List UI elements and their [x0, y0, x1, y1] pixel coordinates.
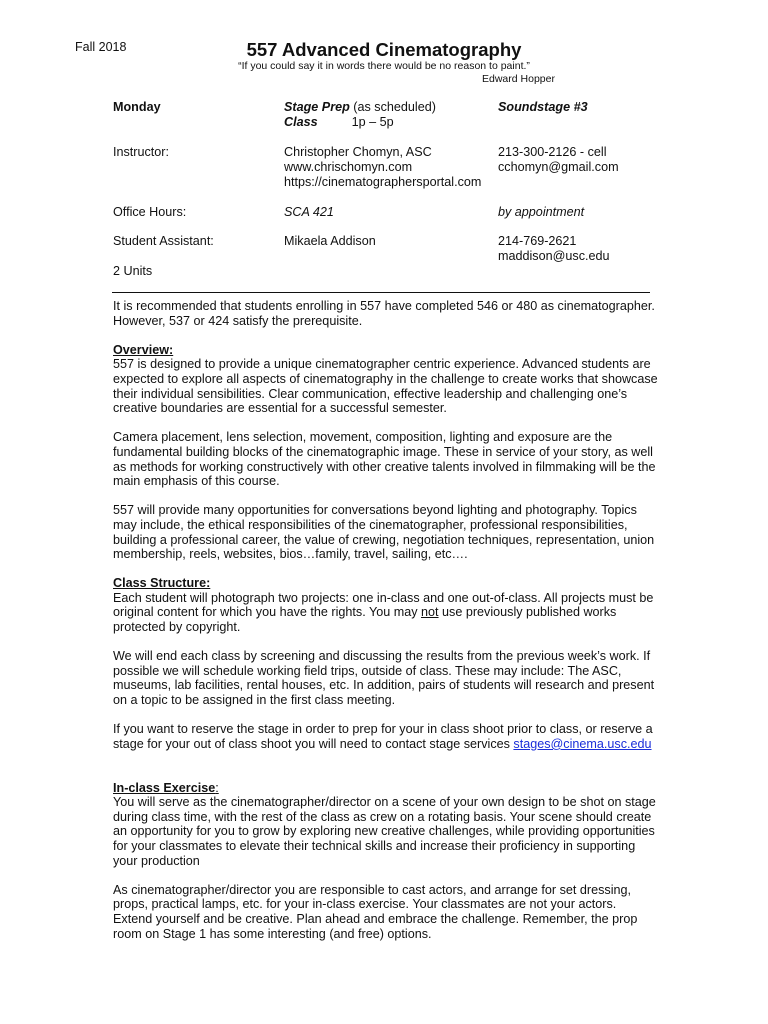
in-class-exercise-heading-text: In-class Exercise — [113, 780, 216, 795]
section-divider — [112, 292, 650, 293]
structure-p1-not: not — [421, 605, 439, 620]
instructor-site-2[interactable]: https://cinematographersportal.com — [284, 175, 482, 189]
structure-p1-start: Each student will photograph two projects: one in-class and one out-of-class. All projects must be original content for which you have the rights. You may — [113, 590, 654, 620]
overview-paragraph-3: 557 will provide many opportunities for conversations beyond lighting and photography. Topics may include, the ethical responsibilities of the cinematographer, professional responsibilities, building a professional career, the value of crewing, negotiation techniques, representation, union membership, reels, websites, bios…family, travel, sailing, etc…. — [113, 503, 655, 562]
in-class-exercise-heading — [113, 781, 658, 796]
class-time: 1p – 5p — [351, 115, 394, 129]
overview-heading: Overview: — [113, 342, 174, 357]
office-hours-label: Office Hours: — [113, 205, 187, 219]
overview-paragraph-1: 557 is designed to provide a unique cinematographer centric experience. Advanced students are expected to explore all aspects of cinematography in the challenge to create works that showcase their individual sensibilities. Clear communication, effective leadership and challenging one’s creative boundaries are essential for a successful semester. — [113, 357, 658, 416]
instructor-name: Christopher Chomyn, ASC — [284, 145, 432, 159]
day-label: Monday — [113, 100, 161, 114]
class-label: Class — [284, 115, 318, 129]
stage-prep — [284, 100, 436, 115]
epigraph-quote: “If you could say it in words there would be no reason to paint.” — [238, 60, 530, 72]
stage-prep-label: Stage Prep — [284, 100, 350, 114]
assistant-phone: 214-769-2621 — [498, 234, 577, 248]
instructor-email[interactable]: cchomyn@gmail.com — [498, 160, 619, 174]
office-availability: by appointment — [498, 205, 585, 219]
heading-colon: : — [215, 780, 219, 795]
structure-paragraph-3 — [113, 722, 658, 751]
overview-paragraph-2: Camera placement, lens selection, movement, composition, lighting and exposure are the fundamental building blocks of the cinematographic image. These in service of your story, as well as methods for working constructively with other creative talents involved in filmmaking will be the main emphasis of this course. — [113, 430, 656, 489]
term-label: Fall 2018 — [75, 40, 127, 54]
units-label: 2 Units — [113, 264, 153, 278]
exercise-paragraph-2: As cinematographer/director you are responsible to cast actors, and arrange for set dressing, props, practical lamps, etc. for your in-class exercise. Your classmates are not your actors. Extend yourself and be creative. Plan ahead and embrace the challenge. Remember, the prop room on Stage 1 has some interesting (and free) options. — [113, 882, 638, 941]
class-time-row — [284, 115, 394, 130]
stage-prep-note: (as scheduled) — [353, 100, 436, 114]
epigraph-author: Edward Hopper — [482, 73, 555, 85]
structure-paragraph-2: We will end each class by screening and discussing the results from the previous week’s work. If possible we will schedule working field trips, outside of class. These may include: The ASC, museums, lab facilities, rental houses, etc. In addition, pairs of students will research and present on a topic to be assigned in the first class meeting. — [113, 649, 655, 708]
class-structure-heading: Class Structure: — [113, 576, 211, 591]
assistant-email[interactable]: maddison@usc.edu — [498, 249, 610, 263]
instructor-phone: 213-300-2126 - cell — [498, 145, 607, 159]
instructor-label: Instructor: — [113, 145, 169, 159]
structure-paragraph-1 — [113, 591, 658, 635]
assistant-label: Student Assistant: — [113, 234, 214, 248]
office-room: SCA 421 — [284, 205, 334, 219]
structure-p1-end: use previously published works protected by copyright. — [113, 605, 617, 635]
stage-services-email-link[interactable]: stages@cinema.usc.edu — [513, 736, 652, 751]
assistant-name: Mikaela Addison — [284, 234, 376, 248]
prerequisite-paragraph: It is recommended that students enrolling in 557 have completed 546 or 480 as cinematographer. However, 537 or 424 satisfy the prerequisite. — [113, 299, 655, 328]
instructor-site-1[interactable]: www.chrischomyn.com — [284, 160, 413, 174]
location: Soundstage #3 — [498, 100, 588, 114]
syllabus-body — [113, 299, 658, 956]
course-title: 557 Advanced Cinematography — [246, 39, 522, 60]
structure-p3-text: If you want to reserve the stage in order to prep for your in class shoot prior to class, or reserve a stage for your out of class shoot you will need to contact stage services — [113, 722, 653, 751]
exercise-paragraph-1: You will serve as the cinematographer/director on a scene of your own design to be shot on stage during class time, with the rest of the class as crew on a rotating basis. Your scene should create an opportunity for you to grow by exploring new creative challenges, while providing opportunities for your classmates to elevate their technical skills and increase their proficiency in supporting your production — [113, 795, 656, 868]
